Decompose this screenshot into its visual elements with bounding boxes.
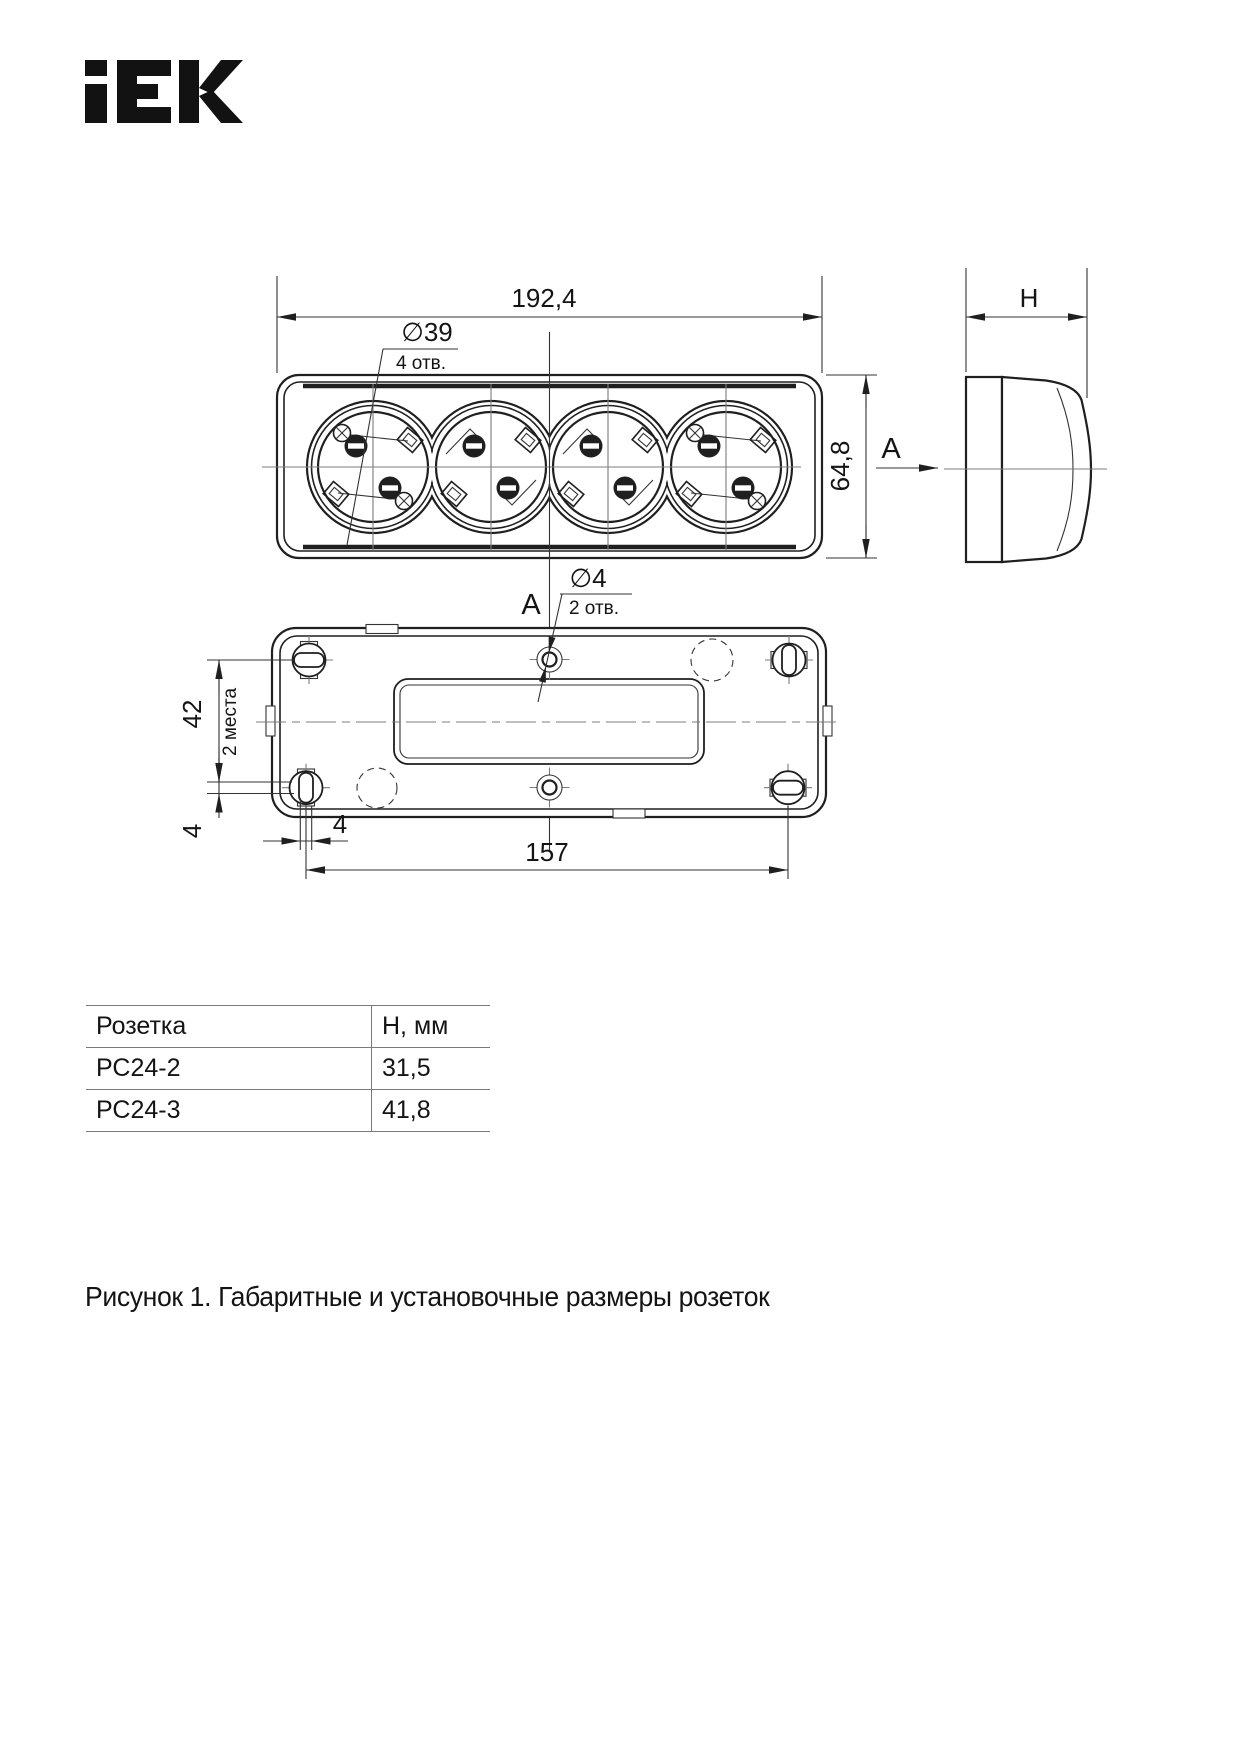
side-view <box>944 268 1107 562</box>
dim-height-value: 64,8 <box>825 440 855 492</box>
hole-diameter-label: ∅39 <box>401 317 453 347</box>
edge-notch-top <box>366 625 398 634</box>
hole-count-label: 4 отв. <box>395 353 447 374</box>
dim-depth-value: H <box>1019 283 1039 313</box>
socket-height-table <box>86 1005 490 1132</box>
logo-i-dot <box>85 60 107 76</box>
screw-hole-diameter-label: ∅4 <box>569 563 607 593</box>
dimension-height <box>825 375 877 558</box>
edge-notch-right <box>823 706 832 736</box>
section-label-a: A <box>881 433 901 465</box>
table-cell-model: РС24-2 <box>86 1048 372 1090</box>
dim-span-value: 157 <box>525 837 569 867</box>
section-arrow-a <box>876 433 938 468</box>
dim-width-value: 192,4 <box>511 283 577 313</box>
front-view <box>262 276 938 558</box>
edge-notch-left <box>266 706 275 736</box>
table-cell-height: 31,5 <box>382 1054 431 1082</box>
logo-i-body <box>85 84 107 123</box>
figure-caption: Рисунок 1. Габаритные и установочные размеры розеток <box>85 1281 770 1312</box>
table-row <box>86 1048 490 1090</box>
dim-offset-bottom-value: 4 <box>332 809 348 839</box>
dim-pitch-note: 2 места <box>220 687 241 757</box>
table-header-height: Н, мм <box>382 1012 449 1040</box>
logo-e <box>117 60 171 123</box>
edge-notch-bottom <box>613 809 645 818</box>
section-label-a-bottom: A <box>521 589 541 621</box>
table-header-row <box>86 1006 490 1048</box>
dim-offset-left-value: 4 <box>177 823 207 839</box>
bottom-view <box>177 563 842 879</box>
table-header-model: Розетка <box>86 1006 372 1048</box>
iek-logo <box>85 60 243 123</box>
dim-pitch-value: 42 <box>177 699 207 729</box>
table-cell-model: РС24-3 <box>86 1090 372 1132</box>
table-row <box>86 1090 490 1132</box>
screw-hole-count-label: 2 отв. <box>568 598 620 619</box>
table-cell-height: 41,8 <box>382 1096 431 1124</box>
logo-k <box>179 60 243 123</box>
